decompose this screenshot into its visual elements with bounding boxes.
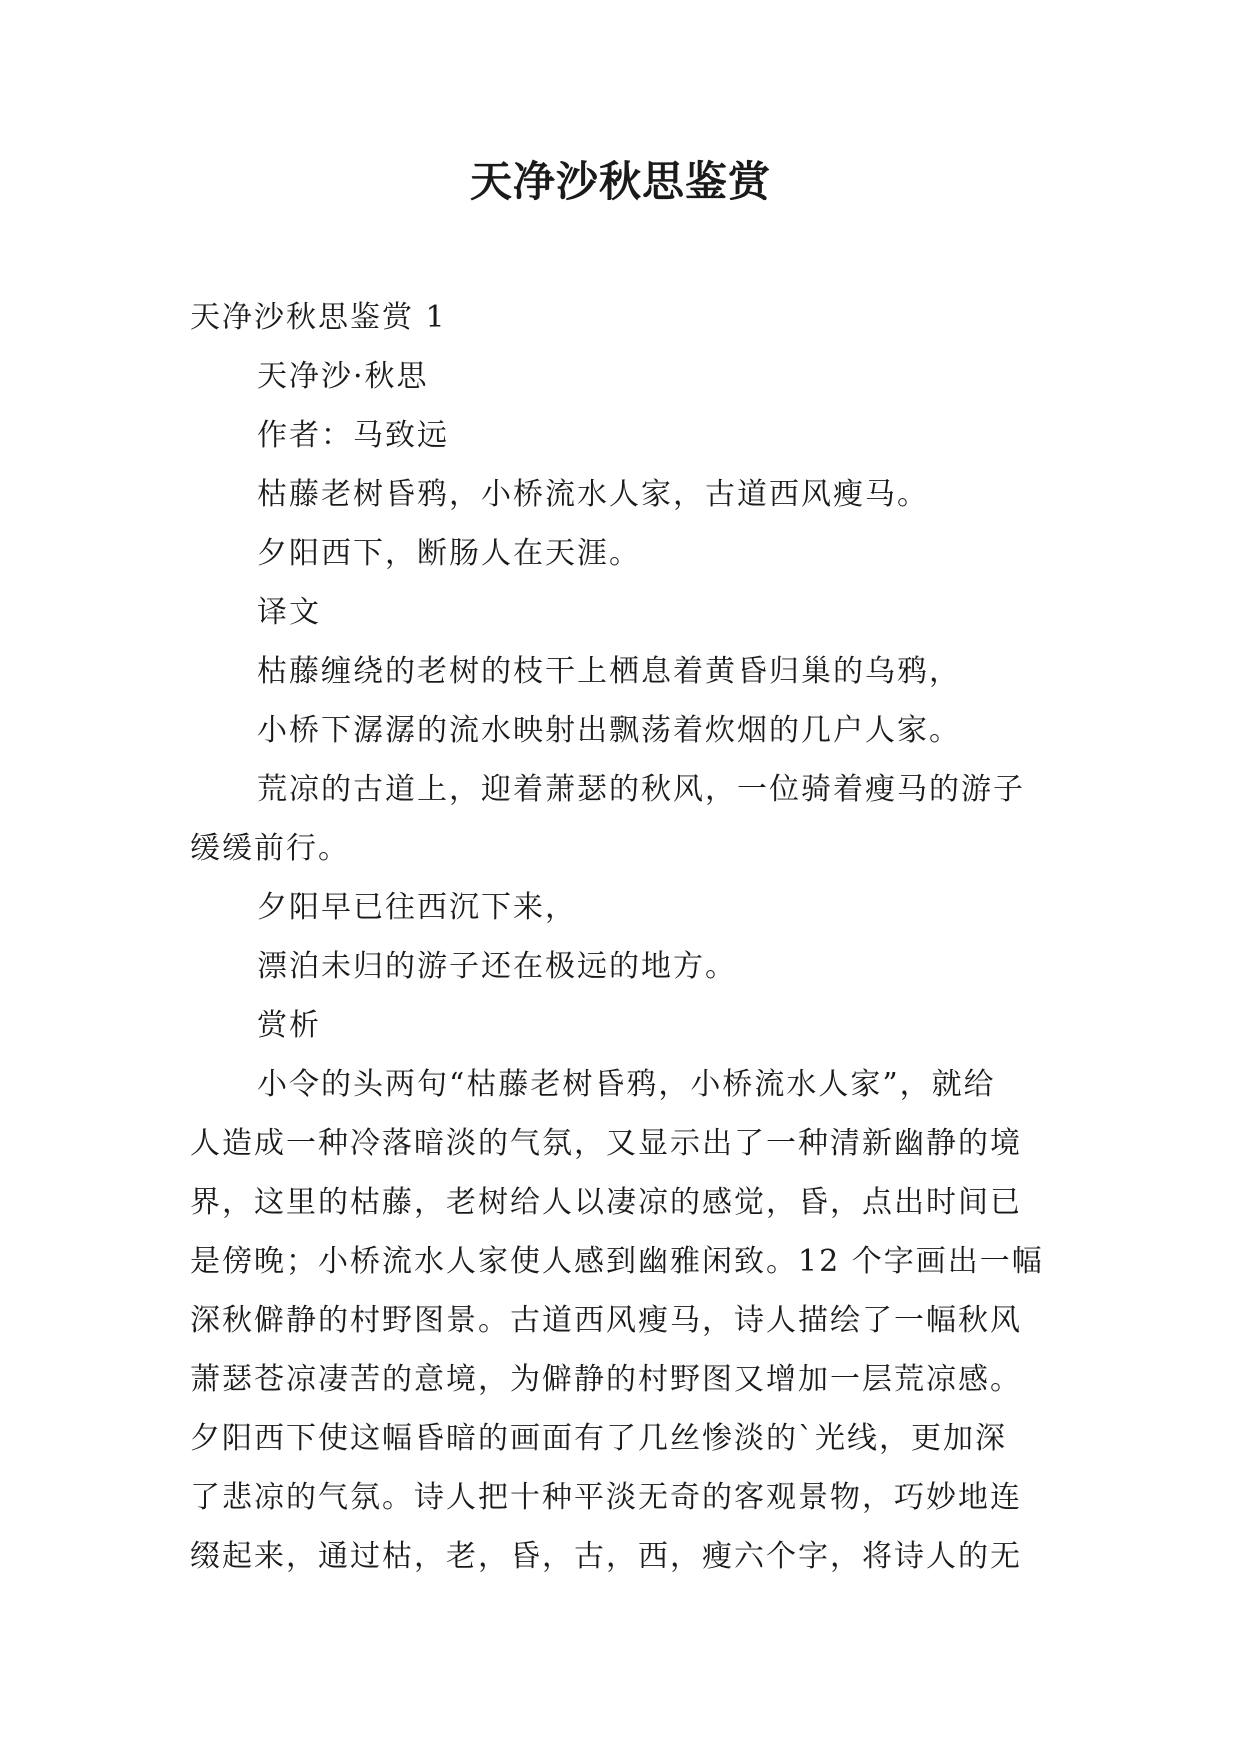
appreciation-line: 小令的头两句“枯藤老树昏鸦，小桥流水人家”，就给 xyxy=(257,1067,996,1102)
appreciation-line: 夕阳西下使这幅昏暗的画面有了几丝惨淡的`光线，更加深 xyxy=(190,1421,1007,1456)
poem-title: 天净沙·秋思 xyxy=(257,359,429,394)
translation-line: 枯藤缠绕的老树的枝干上栖息着黄昏归巢的乌鸦， xyxy=(257,654,961,689)
poem-author: 作者：马致远 xyxy=(257,418,449,453)
translation-line: 缓缓前行。 xyxy=(190,831,350,866)
appreciation-line: 人造成一种冷落暗淡的气氛，又显示出了一种清新幽静的境 xyxy=(190,1126,1022,1161)
translation-line: 夕阳早已往西沉下来， xyxy=(257,890,577,925)
appreciation-line: 是傍晚；小桥流水人家使人感到幽雅闲致。12 个字画出一幅 xyxy=(190,1244,1044,1279)
appreciation-line: 了悲凉的气氛。诗人把十种平淡无奇的客观景物，巧妙地连 xyxy=(190,1480,1022,1515)
translation-line: 荒凉的古道上，迎着萧瑟的秋风，一位骑着瘦马的游子 xyxy=(257,772,1025,807)
poem-line: 枯藤老树昏鸦，小桥流水人家，古道西风瘦马。 xyxy=(257,477,929,512)
document-title: 天净沙秋思鉴赏 xyxy=(469,157,771,206)
appreciation-line: 界，这里的枯藤，老树给人以凄凉的感觉，昏，点出时间已 xyxy=(190,1185,1022,1220)
appreciation-line: 萧瑟苍凉凄苦的意境，为僻静的村野图又增加一层荒凉感。 xyxy=(190,1362,1022,1397)
appreciation-line: 深秋僻静的村野图景。古道西风瘦马，诗人描绘了一幅秋风 xyxy=(190,1303,1022,1338)
appreciation-line: 缀起来，通过枯，老，昏，古，西，瘦六个字，将诗人的无 xyxy=(190,1539,1022,1574)
document-body xyxy=(190,288,1070,1586)
appreciation-heading: 赏析 xyxy=(257,1008,321,1043)
translation-heading: 译文 xyxy=(257,595,321,630)
poem-line: 夕阳西下，断肠人在天涯。 xyxy=(257,536,641,571)
translation-line: 小桥下潺潺的流水映射出飘荡着炊烟的几户人家。 xyxy=(257,713,961,748)
translation-line: 漂泊未归的游子还在极远的地方。 xyxy=(257,949,737,984)
section-heading: 天净沙秋思鉴赏 1 xyxy=(190,300,447,335)
